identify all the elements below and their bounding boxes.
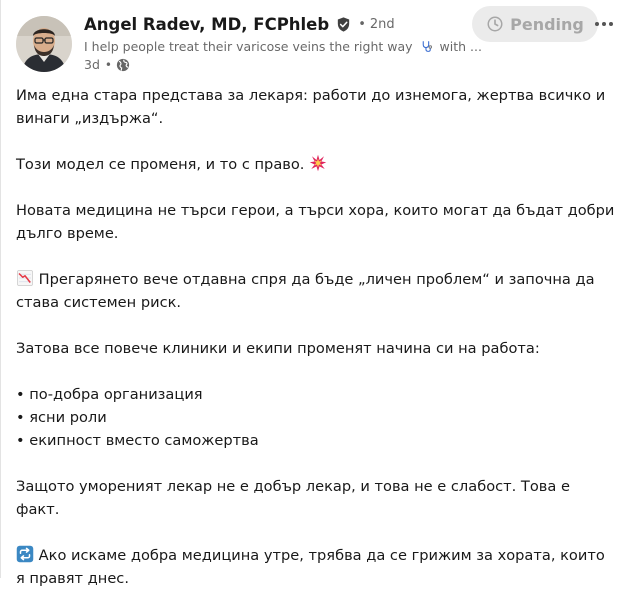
avatar-photo <box>16 16 72 72</box>
verified-shield-icon <box>335 16 352 33</box>
author-name[interactable]: Angel Radev, MD, FCPhleb <box>84 15 330 34</box>
author-headline <box>84 39 482 54</box>
stethoscope-icon <box>420 40 433 53</box>
collision-emoji <box>309 154 327 172</box>
more-options-button[interactable] <box>588 10 620 38</box>
post-body <box>16 84 616 590</box>
post-header <box>16 14 620 76</box>
paragraph-4 <box>16 268 616 314</box>
paragraph-2-text: Този модел се променя, и то с право. <box>16 156 305 173</box>
paragraph-7 <box>16 544 616 590</box>
headline-text-continued: with ... <box>439 39 482 54</box>
chart-decreasing-emoji <box>16 269 34 287</box>
author-line <box>84 15 395 34</box>
avatar[interactable] <box>16 16 72 72</box>
paragraph-7-text: Ако искаме добра медицина утре, трябва да се грижим за хората, които я правят днес. <box>16 547 605 587</box>
paragraph-3: Новата медицина не търси герои, а търси хора, които могат да бъдат добри дълго време. <box>16 202 615 242</box>
three-dots-icon <box>594 21 614 27</box>
card-border <box>0 0 1 578</box>
bullet-item: • ясни роли <box>16 409 107 426</box>
bullet-item: • по-добра организация <box>16 386 203 403</box>
separator-dot: • <box>358 17 366 32</box>
paragraph-5: Затова все повече клиники и екипи променят начина си на работа: <box>16 340 540 357</box>
headline-text: I help people treat their varicose veins the right way <box>84 39 413 54</box>
paragraph-1: Има една стара представа за лекаря: работи до изнемога, жертва всичко и винаги „издържа“. <box>16 87 606 127</box>
paragraph-6: Защото умореният лекар не е добър лекар, и това не е слабост. Това е факт. <box>16 478 570 518</box>
connection-degree: 2nd <box>369 17 395 32</box>
bullet-item: • екипност вместо саможертва <box>16 432 259 449</box>
repeat-emoji <box>16 545 34 563</box>
post-meta <box>84 57 130 72</box>
globe-icon <box>116 58 130 72</box>
paragraph-4-text: Прегарянето вече отдавна спря да бъде „личен проблем“ и започна да става системен риск. <box>16 271 595 311</box>
pending-label: Pending <box>510 14 584 34</box>
separator-dot: • <box>104 57 112 72</box>
post-age: 3d <box>84 57 100 72</box>
pending-button[interactable] <box>472 6 598 42</box>
clock-icon <box>486 15 504 33</box>
paragraph-2 <box>16 153 616 176</box>
